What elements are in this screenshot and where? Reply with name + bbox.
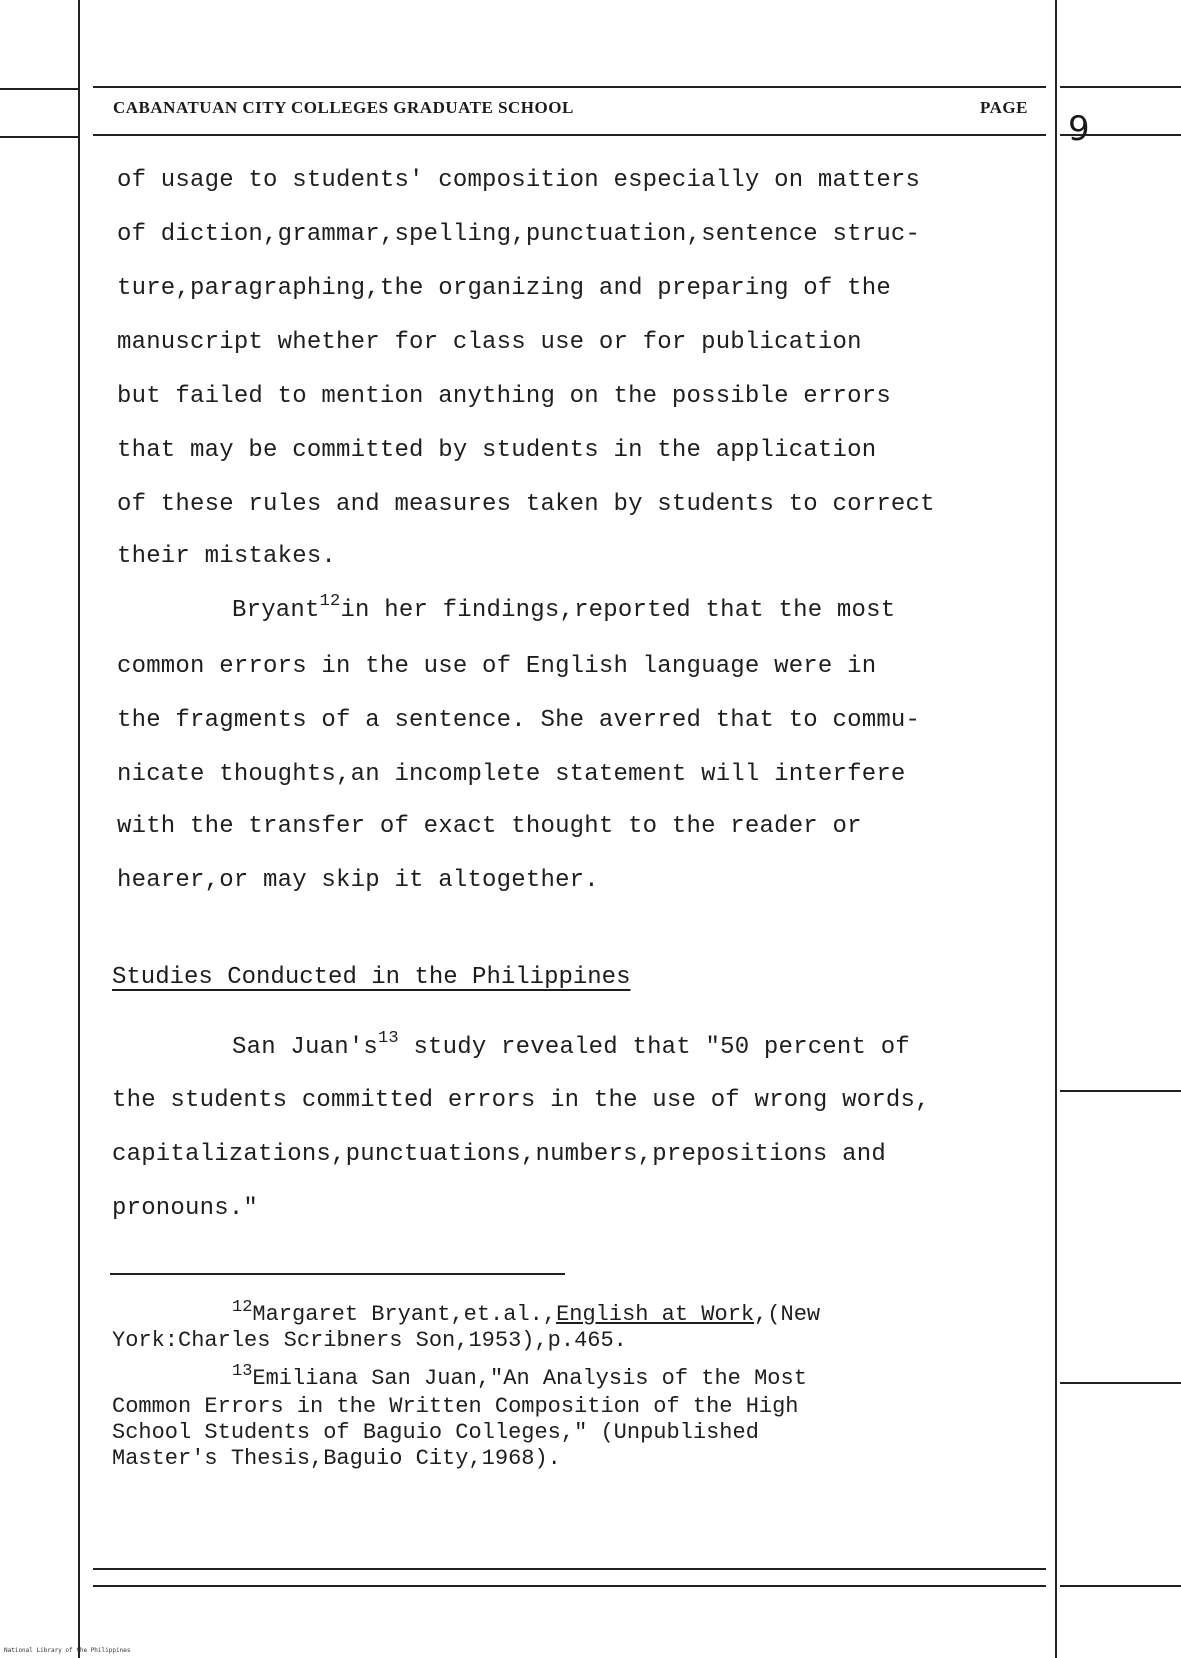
footnote-12-title: English at Work: [556, 1302, 755, 1327]
body-line: that may be committed by students in the application: [117, 437, 877, 464]
body-line: the fragments of a sentence. She averred that to commu-: [117, 707, 921, 734]
school-name: CABANATUAN CITY COLLEGES GRADUATE SCHOOL: [113, 98, 574, 117]
right-margin-line: [1055, 0, 1057, 1658]
body-line: hearer,or may skip it altogether.: [117, 867, 599, 894]
footnote-separator: [110, 1273, 565, 1275]
right-tab-rule-1: [1060, 1090, 1181, 1092]
body-line: the students committed errors in the use of wrong words,: [112, 1087, 930, 1114]
body-line: pronouns.": [112, 1195, 259, 1222]
header-top-rule: [93, 86, 1046, 88]
bryant-first-line: [232, 592, 896, 626]
footer-rule-2: [93, 1585, 1046, 1587]
body-line: of diction,grammar,spelling,punctuation,sentence struc-: [117, 221, 921, 248]
footnote-13-line-1: [232, 1362, 807, 1392]
page-header: [113, 98, 1028, 126]
body-line: of these rules and measures taken by students to correct: [117, 491, 935, 518]
sanjuan-first-line-text: study revealed that "50 percent of: [398, 1034, 910, 1061]
footnote-12-line-2: York:Charles Scribners Son,1953),p.465.: [112, 1328, 627, 1353]
footer-rule-1: [93, 1568, 1046, 1570]
sanjuan-name: San Juan's: [232, 1034, 379, 1061]
header-bottom-rule: [93, 134, 1046, 136]
header-top-rule-left: [0, 88, 78, 90]
footnote-13-line-2: Common Errors in the Written Composition of the High: [112, 1394, 799, 1419]
right-tab-rule-2: [1060, 1382, 1181, 1384]
footnote-ref-13: 13: [378, 1029, 399, 1048]
body-line: capitalizations,punctuations,numbers,prepositions and: [112, 1141, 886, 1168]
footnote-12-line-1: [232, 1298, 821, 1328]
body-line: with the transfer of exact thought to the reader or: [117, 813, 862, 840]
footnote-13-line-3: School Students of Baguio Colleges," (Unpublished: [112, 1420, 759, 1445]
footnote-12-author: Margaret Bryant,et.al.,: [252, 1302, 557, 1327]
body-line: manuscript whether for class use or for publication: [117, 329, 862, 356]
sanjuan-first-line: [232, 1029, 910, 1063]
footer-rule-right: [1060, 1585, 1181, 1587]
section-heading: Studies Conducted in the Philippines: [112, 964, 631, 991]
left-margin-line: [78, 0, 80, 1658]
bryant-first-line-text: in her findings,reported that the most: [340, 597, 896, 624]
page-label: PAGE: [980, 98, 1028, 117]
body-line: ture,paragraphing,the organizing and preparing of the: [117, 275, 891, 302]
footnote-13-line-4: Master's Thesis,Baguio City,1968).: [112, 1446, 561, 1471]
page-number: 9: [1068, 109, 1090, 149]
body-line: their mistakes.: [117, 543, 337, 570]
header-bottom-rule-left: [0, 136, 78, 138]
footnote-13-text: Emiliana San Juan,"An Analysis of the Most: [252, 1366, 807, 1391]
footnote-12-rest: ,(New: [754, 1302, 821, 1327]
header-top-rule-right: [1060, 86, 1181, 88]
footnote-ref-12: 12: [319, 592, 341, 611]
footnote-12-number: 12: [232, 1298, 253, 1317]
body-line: nicate thoughts,an incomplete statement will interfere: [117, 761, 906, 788]
bryant-name: Bryant: [232, 597, 320, 624]
body-line: common errors in the use of English language were in: [117, 653, 877, 680]
body-line: of usage to students' composition especially on matters: [117, 167, 921, 194]
archive-credit: National Library of the Philippines: [4, 1647, 131, 1654]
body-line: but failed to mention anything on the possible errors: [117, 383, 891, 410]
footnote-13-number: 13: [232, 1362, 253, 1381]
